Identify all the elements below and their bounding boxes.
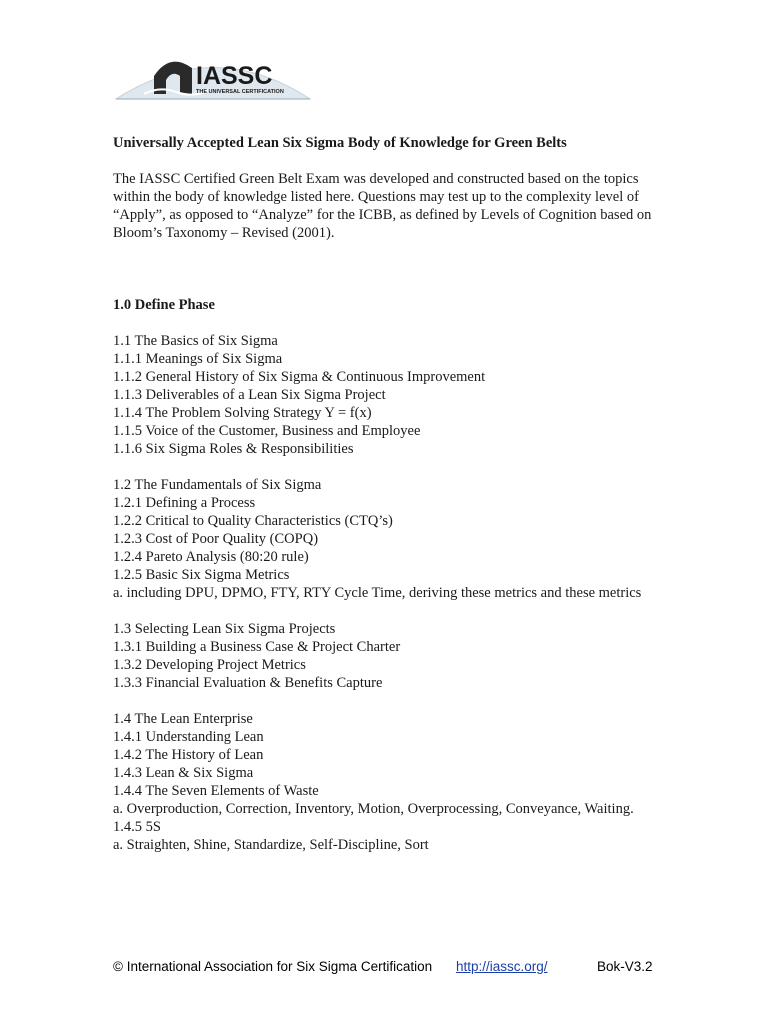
intro-paragraph: The IASSC Certified Green Belt Exam was developed and constructed based on the topics within the body of knowledge listed here. Questions may test up to the complexity level of “Apply”, as opposed to “Analyze” for the ICBB, as defined by Levels of Cognition based on Bloom’s Taxonomy – Revised (2001). (113, 171, 652, 241)
outline-line: 1.3.2 Developing Project Metrics (113, 657, 306, 673)
outline-line: 1.1.2 General History of Six Sigma & Continuous Improvement (113, 369, 486, 385)
outline-line: 1.2 The Fundamentals of Six Sigma (113, 477, 322, 493)
outline-line: 1.3.1 Building a Business Case & Project Charter (113, 639, 401, 655)
section-1-3 (113, 620, 673, 692)
outline-line: 1.2.4 Pareto Analysis (80:20 rule) (113, 549, 309, 565)
outline-line: 1.3.3 Financial Evaluation & Benefits Capture (113, 675, 383, 691)
outline-line: 1.4.4 The Seven Elements of Waste (113, 783, 319, 799)
outline-line: 1.2.1 Defining a Process (113, 495, 256, 511)
outline-line: 1.1 The Basics of Six Sigma (113, 333, 278, 349)
outline-line: a. Straighten, Shine, Standardize, Self-Discipline, Sort (113, 837, 429, 853)
footer-version: Bok-V3.2 (597, 959, 653, 974)
outline-line: 1.4.2 The History of Lean (113, 747, 264, 763)
outline-line: 1.4.1 Understanding Lean (113, 729, 264, 745)
outline-line: 1.2.3 Cost of Poor Quality (COPQ) (113, 531, 319, 547)
section-1-2 (113, 476, 673, 602)
outline-line: 1.1.3 Deliverables of a Lean Six Sigma Project (113, 387, 386, 403)
outline-line: 1.2.5 Basic Six Sigma Metrics (113, 567, 290, 583)
outline-line: 1.2.2 Critical to Quality Characteristics (CTQ’s) (113, 513, 393, 529)
outline-line: 1.1.1 Meanings of Six Sigma (113, 351, 283, 367)
logo-tagline: THE UNIVERSAL CERTIFICATION (196, 89, 284, 95)
outline-line: 1.4.5 5S (113, 819, 161, 835)
footer-copyright: © International Association for Six Sigma Certification (113, 959, 433, 974)
document-body (113, 134, 673, 872)
section-1-4 (113, 710, 673, 854)
footer-link[interactable]: http://iassc.org/ (456, 959, 548, 974)
document-title: Universally Accepted Lean Six Sigma Body of Knowledge for Green Belts (113, 135, 567, 151)
outline-line: 1.1.6 Six Sigma Roles & Responsibilities (113, 441, 354, 457)
iassc-logo-graphic (114, 46, 314, 102)
outline-line: 1.1.5 Voice of the Customer, Business and Employee (113, 423, 421, 439)
phase-heading: 1.0 Define Phase (113, 297, 215, 313)
outline-line: 1.4 The Lean Enterprise (113, 711, 253, 727)
logo-name: IASSC (196, 62, 273, 90)
outline-line: a. Overproduction, Correction, Inventory, Motion, Overprocessing, Conveyance, Waiting. (113, 801, 634, 817)
iassc-logo (114, 46, 314, 102)
section-1-1 (113, 332, 673, 458)
outline-line: 1.1.4 The Problem Solving Strategy Y = f(x) (113, 405, 372, 421)
outline-line: 1.3 Selecting Lean Six Sigma Projects (113, 621, 336, 637)
outline-line: 1.4.3 Lean & Six Sigma (113, 765, 254, 781)
outline-line: a. including DPU, DPMO, FTY, RTY Cycle Time, deriving these metrics and these metrics (113, 585, 642, 601)
